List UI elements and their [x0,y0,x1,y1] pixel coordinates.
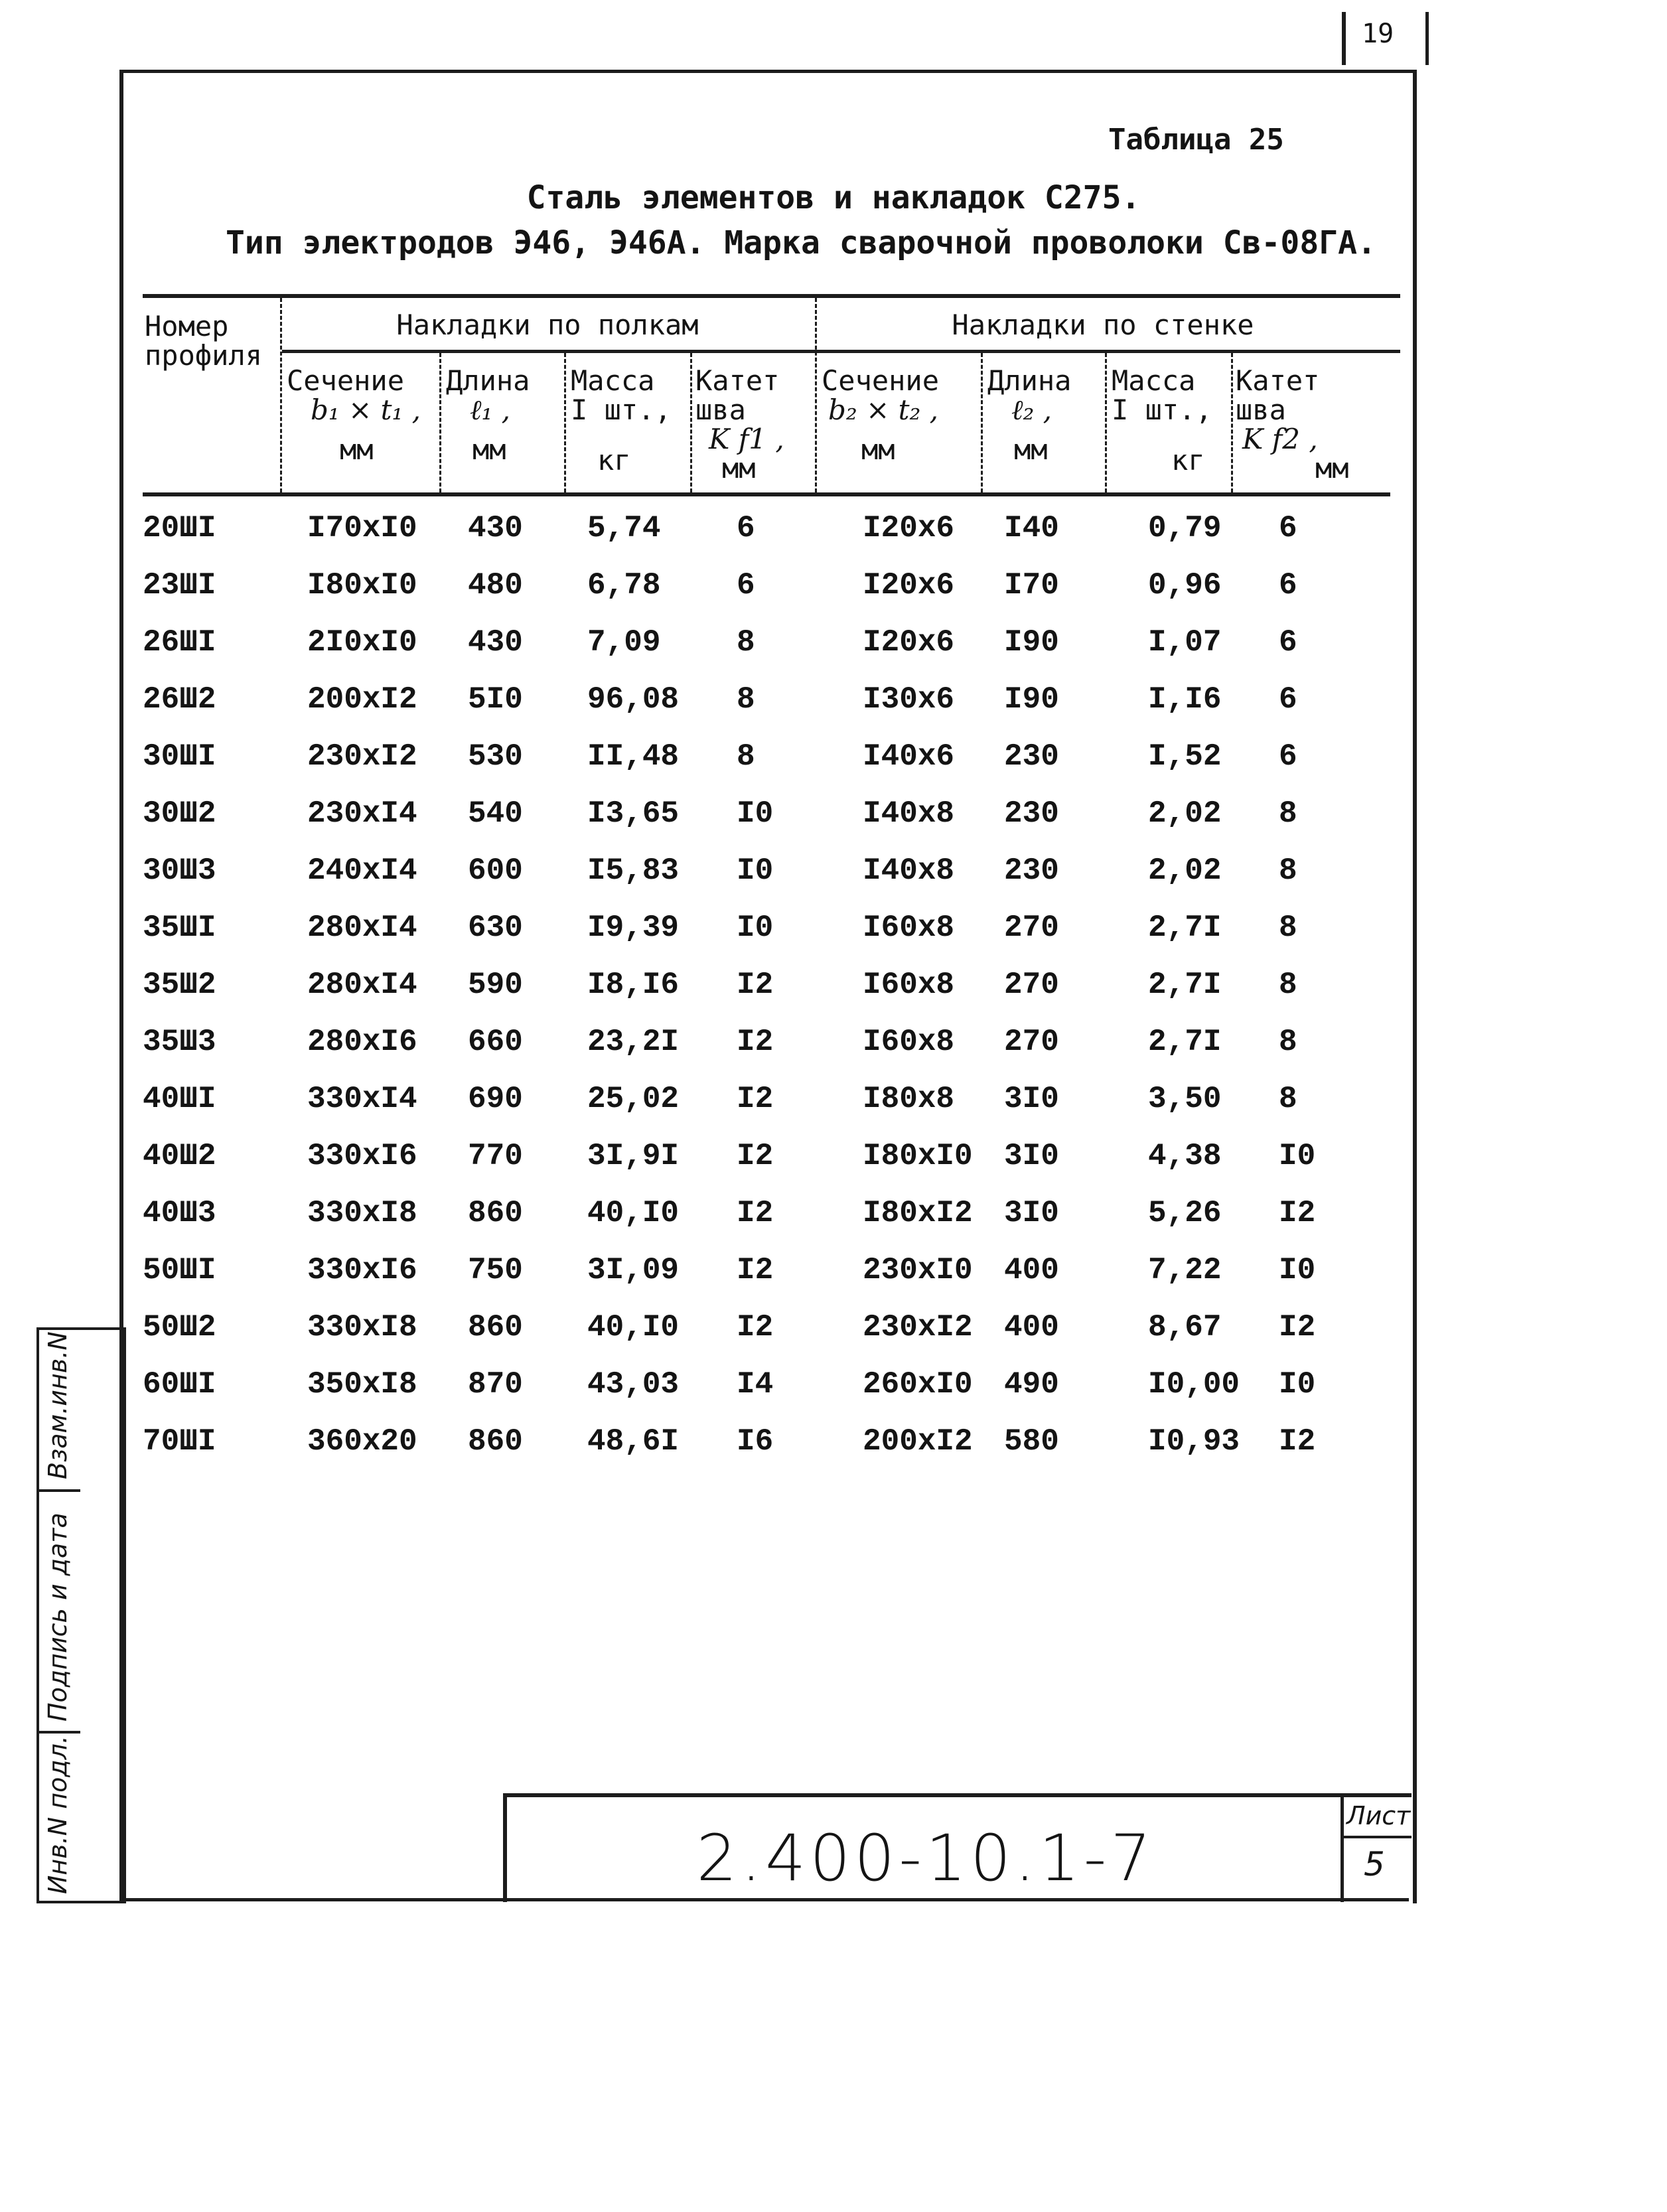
cell-k2: I2 [1279,1310,1316,1345]
cell-profile: 50Ш2 [143,1310,216,1345]
cell-s1: 230хI2 [307,739,417,774]
cell-m1: 40,I0 [587,1196,680,1230]
cell-profile: 30Ш3 [143,853,216,888]
col-sep-3 [564,353,566,492]
cell-k1: I0 [737,853,774,888]
corner-mark: 19 [1362,19,1394,49]
cell-k1: 6 [737,511,755,546]
cell-k2: 6 [1279,568,1297,603]
cell-l1: 860 [468,1196,523,1230]
cell-s2: I80хI2 [863,1196,973,1230]
cell-k1: I2 [737,1253,774,1288]
cell-k2: 6 [1279,739,1297,774]
header-mass-2-label: Масса I шт., [1112,364,1212,427]
cell-k1: I2 [737,1310,774,1345]
cell-l1: 530 [468,739,523,774]
header-length-1-label: Длина [446,364,530,397]
cell-s1: 200хI2 [307,682,417,717]
table-row [143,1025,1390,1082]
cell-k2: 8 [1279,911,1297,945]
header-section-1 [287,366,436,465]
cell-s1: 330хI6 [307,1139,417,1173]
cell-s2: 230хI0 [863,1253,973,1288]
header-section-1-sym: b₁ × t₁ , [311,394,421,427]
cell-l2: 270 [1004,1025,1059,1059]
cell-l1: 870 [468,1367,523,1402]
header-group-flanges: Накладки по полкам [396,309,699,341]
header-length-2-sym: ℓ₂ , [1011,394,1052,427]
header-length-1-sym: ℓ₁ , [470,394,511,427]
cell-k2: 8 [1279,1025,1297,1059]
cell-k2: I0 [1279,1367,1316,1402]
cell-l2: 580 [1004,1424,1059,1459]
cell-s1: 280хI4 [307,911,417,945]
header-leg-2-sym: K f2 , [1242,423,1318,456]
cell-k1: I2 [737,1082,774,1116]
table-row [143,1139,1390,1196]
cell-l2: 230 [1004,796,1059,831]
cell-s1: I80хI0 [307,568,417,603]
cell-k1: I0 [737,911,774,945]
cell-k2: 6 [1279,511,1297,546]
col-sep-5 [815,298,817,492]
table-row [143,568,1390,625]
cell-l1: 430 [468,625,523,660]
cell-s1: 360х20 [307,1424,417,1459]
cell-s2: 200хI2 [863,1424,973,1459]
cell-m1: I5,83 [587,853,680,888]
header-length-1-unit: мм [472,433,506,467]
cell-m2: 2,7I [1148,911,1222,945]
table-row [143,968,1390,1025]
cell-m2: 3,50 [1148,1082,1222,1116]
cell-l1: 600 [468,853,523,888]
cell-l2: 490 [1004,1367,1059,1402]
cell-s1: 240хI4 [307,853,417,888]
cell-s2: I20х6 [863,568,955,603]
col-sep-6 [981,353,983,492]
table-number: Таблица 25 [1108,123,1284,157]
cell-profile: 26ШI [143,625,216,660]
cell-s2: 260хI0 [863,1367,973,1402]
cell-s1: 280хI4 [307,968,417,1002]
table-row [143,1310,1390,1367]
table-body [143,511,1390,1481]
cell-profile: 50ШI [143,1253,216,1288]
cell-l1: 480 [468,568,523,603]
cell-s2: I40х8 [863,796,955,831]
cell-k1: I2 [737,1025,774,1059]
sheet-divider [1344,1836,1412,1838]
table-row [143,1196,1390,1253]
cell-l1: 750 [468,1253,523,1288]
title-line-2: Тип электродов Э46, Э46А. Марка сварочной проволоки Св-08ГА. [226,224,1376,261]
cell-l1: 660 [468,1025,523,1059]
cell-s2: I80х8 [863,1082,955,1116]
cell-s2: I60х8 [863,1025,955,1059]
cell-k2: 8 [1279,853,1297,888]
cell-profile: 23ШI [143,568,216,603]
cell-k1: 8 [737,682,755,717]
cell-profile: 40ШI [143,1082,216,1116]
table-row [143,1424,1390,1481]
col-sep-2 [439,353,441,492]
cell-l2: 270 [1004,911,1059,945]
col-sep-7 [1105,353,1107,492]
cell-m2: 0,79 [1148,511,1222,546]
header-leg-2 [1236,366,1368,483]
title-line-1: Сталь элементов и накладок С275. [526,179,1141,216]
cell-m1: I8,I6 [587,968,680,1002]
cell-s1: 330хI6 [307,1253,417,1288]
cell-s1: 330хI8 [307,1196,417,1230]
cell-k2: 8 [1279,1082,1297,1116]
cell-s1: 330хI8 [307,1310,417,1345]
cell-s1: 280хI6 [307,1025,417,1059]
cell-m2: 8,67 [1148,1310,1222,1345]
table-row [143,1082,1390,1139]
table-row [143,796,1390,853]
header-section-2-label: Сечение [822,364,940,397]
side-label-sign-date: Подпись и дата [43,1512,72,1722]
cell-k1: I4 [737,1367,774,1402]
header-section-2-sym: b₂ × t₂ , [828,394,939,427]
cell-m2: 4,38 [1148,1139,1222,1173]
cell-m2: 2,7I [1148,1025,1222,1059]
cell-s1: 230хI4 [307,796,417,831]
cell-k1: 8 [737,625,755,660]
cell-s2: I60х8 [863,911,955,945]
cell-profile: 30Ш2 [143,796,216,831]
header-length-2 [987,366,1104,465]
cell-s2: I20х6 [863,625,955,660]
cell-k1: 8 [737,739,755,774]
cell-l2: I90 [1004,682,1059,717]
cell-profile: 20ШI [143,511,216,546]
cell-k1: 6 [737,568,755,603]
cell-profile: 35ШI [143,911,216,945]
cell-m1: 43,03 [587,1367,680,1402]
cell-l1: 630 [468,911,523,945]
header-section-1-label: Сечение [287,364,405,397]
cell-m1: 25,02 [587,1082,680,1116]
header-mass-2-unit: кг [1171,444,1205,477]
cell-l1: 430 [468,511,523,546]
cell-m1: 6,78 [587,568,661,603]
header-leg-1-unit: мм [722,452,756,485]
cell-l1: 540 [468,796,523,831]
frame-bottom [119,1898,1409,1901]
cell-k1: I2 [737,1139,774,1173]
cell-l2: I70 [1004,568,1059,603]
header-section-1-unit: мм [340,433,374,467]
cell-l1: 770 [468,1139,523,1173]
cell-l2: 400 [1004,1253,1059,1288]
cell-profile: 35Ш2 [143,968,216,1002]
document-code: 2.400-10.1-7 [696,1821,1155,1895]
table-row [143,625,1390,682]
cell-k2: 8 [1279,968,1297,1002]
cell-profile: 40Ш3 [143,1196,216,1230]
sheet-number: 5 [1364,1845,1385,1883]
cell-s2: I40х8 [863,853,955,888]
header-section-2 [822,366,978,465]
cell-k2: I2 [1279,1196,1316,1230]
cell-s2: I40х6 [863,739,955,774]
side-label-inv-orig: Инв.N подл. [43,1735,72,1894]
cell-k2: I0 [1279,1139,1316,1173]
cell-m1: II,48 [587,739,680,774]
cell-m1: I9,39 [587,911,680,945]
cell-l1: 690 [468,1082,523,1116]
cell-m1: 48,6I [587,1424,680,1459]
cell-l1: 860 [468,1424,523,1459]
cell-k1: I6 [737,1424,774,1459]
cell-m2: I0,93 [1148,1424,1240,1459]
cell-s2: 230хI2 [863,1310,973,1345]
cell-profile: 30ШI [143,739,216,774]
header-leg-2-label: Катет шва [1236,364,1320,427]
side-label-inv-repl: Взам.инв.N [43,1331,72,1479]
cell-k2: 6 [1279,625,1297,660]
table-row [143,1253,1390,1310]
cell-l2: 230 [1004,739,1059,774]
cell-m1: I3,65 [587,796,680,831]
table-top-rule [143,294,1400,298]
cell-l1: 860 [468,1310,523,1345]
cell-s2: I60х8 [863,968,955,1002]
cell-m1: 40,I0 [587,1310,680,1345]
sheet-box [1341,1793,1412,1902]
cell-m2: I0,00 [1148,1367,1240,1402]
cell-k2: I0 [1279,1253,1316,1288]
header-section-2-unit: мм [861,433,895,467]
cell-profile: 40Ш2 [143,1139,216,1173]
cell-l2: I40 [1004,511,1059,546]
header-leg-1-label: Катет шва [695,364,780,427]
cell-k2: 8 [1279,796,1297,831]
cell-profile: 26Ш2 [143,682,216,717]
cell-m2: 2,02 [1148,853,1222,888]
table-row [143,853,1390,911]
cell-k1: I0 [737,796,774,831]
cell-m1: 23,2I [587,1025,680,1059]
table-row [143,682,1390,739]
header-bottom-rule [143,492,1390,496]
header-mass-1-label: Масса I шт., [571,364,672,427]
cell-m1: 7,09 [587,625,661,660]
cell-s1: 330хI4 [307,1082,417,1116]
cell-profile: 70ШI [143,1424,216,1459]
cell-l2: 230 [1004,853,1059,888]
col-sep-4 [690,353,692,492]
table-row [143,511,1390,568]
header-profile-no: Номер профиля [145,310,263,372]
header-mass-2 [1112,366,1230,475]
header-group-web: Накладки по стенке [952,309,1254,341]
cell-m2: 5,26 [1148,1196,1222,1230]
cell-l2: 270 [1004,968,1059,1002]
table-row [143,911,1390,968]
cell-s2: I30х6 [863,682,955,717]
cell-m2: I,07 [1148,625,1222,660]
cell-m2: I,52 [1148,739,1222,774]
cell-k1: I2 [737,1196,774,1230]
header-length-1 [446,366,562,465]
cell-s1: 2I0хI0 [307,625,417,660]
sheet-label: Лист [1346,1801,1411,1830]
cell-m2: I,I6 [1148,682,1222,717]
title-block [503,1793,1344,1902]
header-leg-1 [695,366,814,483]
cell-k2: 6 [1279,682,1297,717]
cell-s1: 350хI8 [307,1367,417,1402]
corner-box [1342,12,1429,65]
cell-k2: I2 [1279,1424,1316,1459]
cell-m2: 0,96 [1148,568,1222,603]
cell-profile: 60ШI [143,1367,216,1402]
cell-k1: I2 [737,968,774,1002]
header-mass-1 [571,366,689,475]
header-leg-1-sym: K f1 , [709,423,784,456]
cell-l2: 3I0 [1004,1196,1059,1230]
side-stamp-strip [36,1327,126,1903]
cell-l2: 3I0 [1004,1139,1059,1173]
table-row [143,1367,1390,1424]
cell-m2: 2,7I [1148,968,1222,1002]
cell-m1: 3I,9I [587,1139,680,1173]
header-length-2-unit: мм [1014,433,1048,467]
cell-m2: 2,02 [1148,796,1222,831]
cell-l2: 3I0 [1004,1082,1059,1116]
table-row [143,739,1390,796]
cell-l1: 590 [468,968,523,1002]
cell-s1: I70хI0 [307,511,417,546]
cell-l2: I90 [1004,625,1059,660]
cell-m1: 96,08 [587,682,680,717]
header-leg-2-unit: мм [1315,452,1349,485]
cell-l1: 5I0 [468,682,523,717]
cell-l2: 400 [1004,1310,1059,1345]
cell-m1: 3I,09 [587,1253,680,1288]
cell-s2: I20х6 [863,511,955,546]
cell-profile: 35Ш3 [143,1025,216,1059]
header-length-2-label: Длина [987,364,1072,397]
cell-s2: I80хI0 [863,1139,973,1173]
cell-m2: 7,22 [1148,1253,1222,1288]
cell-m1: 5,74 [587,511,661,546]
header-mass-1-unit: кг [597,444,631,477]
col-sep-8 [1231,353,1233,492]
